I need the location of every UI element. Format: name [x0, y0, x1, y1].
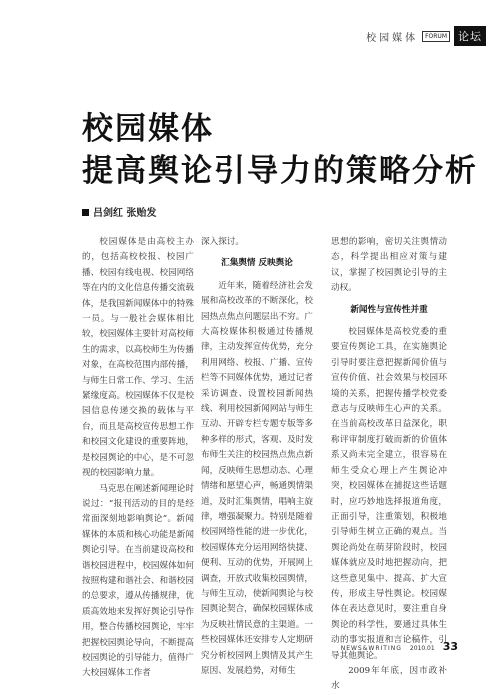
subheading: 新闻性与宣传性并重: [350, 304, 428, 315]
paragraph: 2009年年底，因市政补水: [331, 665, 447, 692]
column-1: [82, 235, 194, 682]
section-label: 校园媒体: [366, 32, 419, 44]
title-line-1: 校园媒体: [82, 111, 214, 147]
paragraph: 思想的影响，密切关注舆情动态，科学提出相应对策与建议，掌握了校园舆论引导的主动权。: [331, 237, 447, 294]
column-3: [331, 235, 447, 695]
column-2: [201, 235, 313, 679]
magazine-name: NEWS&WRITING: [340, 645, 402, 652]
subheading: 汇集舆情 反映舆论: [221, 258, 293, 269]
byline-square-icon: [82, 209, 89, 216]
paragraph: 近年来，随着经济社会发展和高校改革的不断深化，校园热点焦点问题层出不穷。广大高校媒体积极通过传播规律，主动发挥宣传优势，充分利用网络、校报、广播、宣传栏等不同媒体优势，通过记者采访调查、设置校园新闻热线、利用校园新闻网站与师生互动、开辟专栏专题专版等多种多样的形式，客观、及时发布师生关注的校园热点焦点新闻，反映师生思想动态、心理情绪和愿望心声，畅通舆情渠道，及时汇集舆情，唱响主旋律，增强凝聚力。特别是随着校园网络性能的进一步优化，校园媒体充分运用网络快捷、便利、互动的优势，开展网上调查，开放式收集校园舆情，与师生互动，使新闻舆论与校园舆论契合，确保校园媒体成为反映社情民意的主渠道。一些校园媒体还安排专人定期研究分析校园网上舆情及其产生原因、发展趋势，对师生: [201, 280, 313, 676]
byline: [82, 204, 156, 219]
forum-badge: 论坛: [454, 26, 486, 46]
page-number: 33: [442, 640, 458, 653]
paragraph: 马克思在阐述新闻理论时说过：“报刊活动的目的是经常面深刻地影响舆论”。新闻媒体的本质和核心功能是新闻舆论引导。在当前建设高校和谐校园进程中，校园媒体如何按照构建和谐社会、和谐校园的总要求，遵从传播规律，优质高效地来发挥好舆论引导作用，整合传播校园舆论，牢牢把握校园舆论导向，不断提高校园舆论的引导能力，值得广大校园媒体工作者: [82, 483, 194, 679]
forum-tag: FORUM: [422, 31, 450, 42]
running-header: [366, 26, 486, 46]
authors: 吕剑红 张贻发: [93, 208, 157, 219]
issue-number: 2010.01: [409, 645, 435, 652]
paragraph: 校园媒体是由高校主办的，包括高校校报、校园广播、校园有线电视、校园网络等在内的文化信息传播交流载体，是我国新闻媒体中的特殊一员。与一般社会媒体相比较，校园媒体主要针对高校师生的需求，以高校师生为传播对象，在高校范围内部传播，与师生日常工作、学习、生活紧缘度高。校园媒体不仅是校园信息传递交换的载体与平台，而且是高校宣传思想工作和校园文化建设的重要阵地，是校园舆论的中心，是不可忽视的校园影响力量。: [82, 237, 194, 479]
article-title: [82, 110, 478, 190]
title-line-2: 提高舆论引导力的策略分析: [82, 153, 478, 189]
page-footer: [341, 640, 458, 653]
paragraph: 校园媒体是高校党委的重要宣传舆论工具，在实施舆论引导时要注意把握新闻价值与宣传价值、社会效果与校园环境的关系，把握传播学校党委意志与反映师生心声的关系。在当前高校改革日益深化，职称评审制度打破而新的价值体系又尚未完全建立，很容易在师生受众心理上产生舆论冲突，校园媒体在捕捉这些话题时，应巧妙地选择报道角度，正面引导，注重策划，积极地引导师生树立正确的观点。当舆论尚处在萌芽阶段时，校园媒体就应及时地把握动向，把这些意见集中、提高、扩大宣传，形成主导性舆论。校园媒体在表达意见时，要注重自身舆论的科学性，要通过具体生动的事实报道和言论稿件，引导其他舆论。: [331, 327, 447, 661]
paragraph: 深入探讨。: [201, 237, 244, 247]
